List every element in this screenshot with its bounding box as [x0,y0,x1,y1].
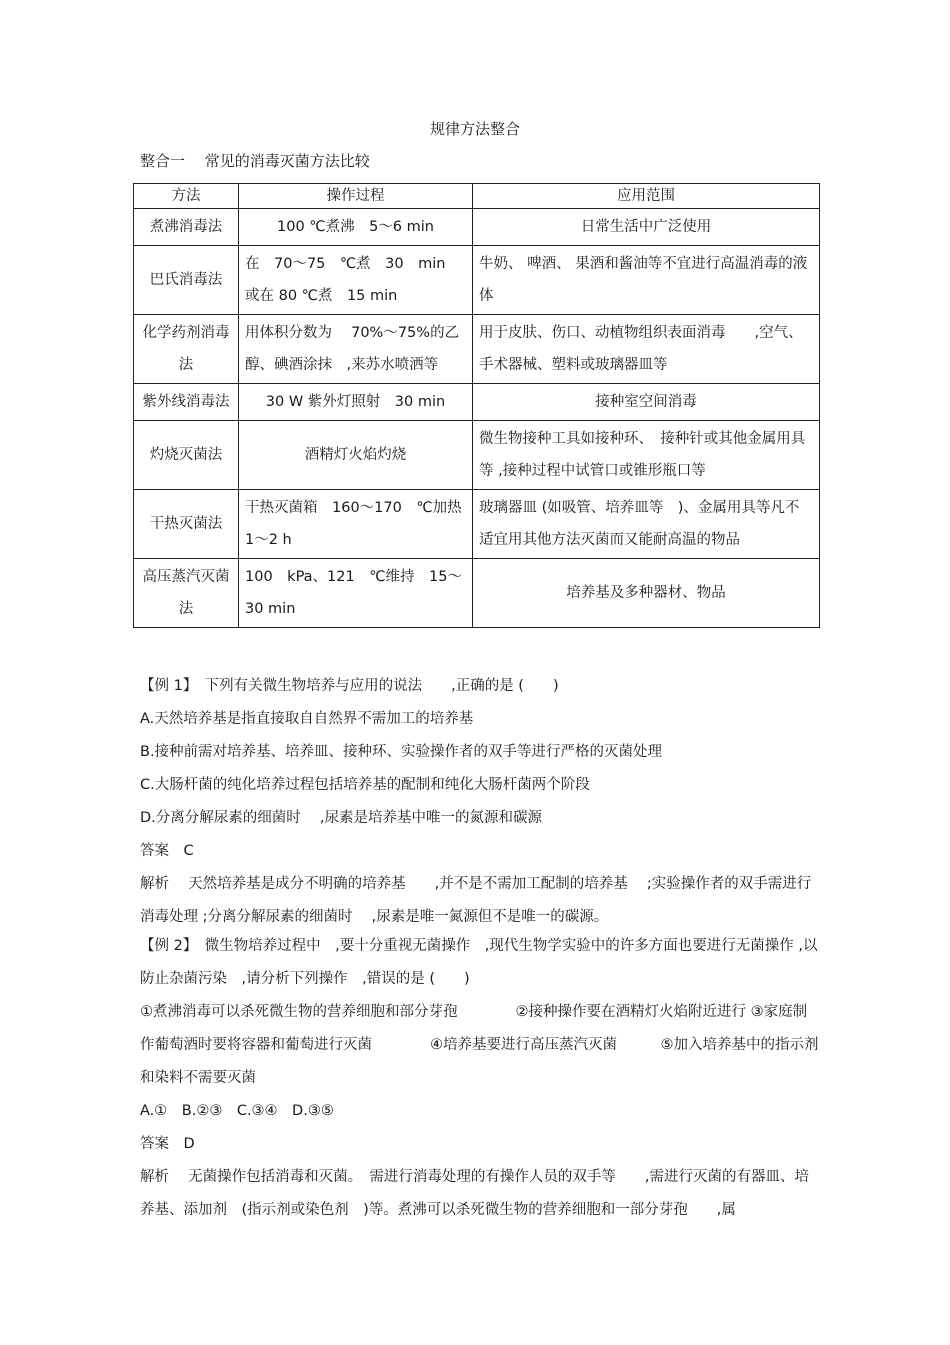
example-1-option-a: A.天然培养基是指直接取自自然界不需加工的培养基 [140,711,474,727]
example-2 [140,930,820,1227]
header-scope: 应用范围 [473,184,820,209]
process-cell: 用体积分数为 70%～75%的乙醇、碘酒涂抹 ,来苏水喷洒等 [239,315,473,384]
table-row [134,315,820,384]
process-cell: 100 ℃煮沸 5～6 min [239,209,473,246]
scope-cell: 培养基及多种器材、物品 [473,559,820,628]
method-cell: 化学药剂消毒法 [134,315,239,384]
disinfection-methods-table [133,183,820,628]
header-method: 方法 [134,184,239,209]
process-cell: 酒精灯火焰灼烧 [239,421,473,490]
example-1-question: 【例 1】 下列有关微生物培养与应用的说法 ,正确的是 ( ) [140,678,559,694]
scope-cell: 牛奶、 啤酒、 果酒和酱油等不宜进行高温消毒的液体 [473,246,820,315]
example-1-analysis: 解析 天然培养基是成分不明确的培养基 ,并不是不需加工配制的培养基 ;实验操作者的双手需进行消毒处理 ;分离分解尿素的细菌时 ,尿素是唯一氮源但不是唯一的碳源。 [140,876,812,925]
method-cell: 干热灭菌法 [134,490,239,559]
scope-cell: 玻璃器皿 (如吸管、培养皿等 )、金属用具等凡不适宜用其他方法灭菌而又能耐高温的物品 [473,490,820,559]
example-1 [140,670,820,934]
page-title: 规律方法整合 [429,120,520,138]
example-1-option-d: D.分离分解尿素的细菌时 ,尿素是培养基中唯一的氮源和碳源 [140,810,542,826]
process-cell: 100 kPa、121 ℃维持 15～30 min [239,559,473,628]
table-header-row [134,184,820,209]
method-cell: 高压蒸汽灭菌法 [134,559,239,628]
table-row [134,384,820,421]
example-2-question: 【例 2】 微生物培养过程中 ,要十分重视无菌操作 ,现代生物学实验中的许多方面也要进行无菌操作 ,以防止杂菌污染 ,请分析下列操作 ,错误的是 ( ) [140,938,818,987]
header-process: 操作过程 [239,184,473,209]
table-row [134,559,820,628]
example-1-option-c: C.大肠杆菌的纯化培养过程包括培养基的配制和纯化大肠杆菌两个阶段 [140,777,590,793]
method-cell: 煮沸消毒法 [134,209,239,246]
example-2-analysis: 解析 无菌操作包括消毒和灭菌。 需进行消毒处理的有操作人员的双手等 ,需进行灭菌的有器皿、培养基、添加剂 (指示剂或染色剂 )等。煮沸可以杀死微生物的营养细胞和一部分芽孢 ,属 [140,1169,809,1218]
table-row [134,421,820,490]
table-row [134,490,820,559]
process-cell: 在 70～75 ℃煮 30 min 或在 80 ℃煮 15 min [239,246,473,315]
table-row [134,209,820,246]
method-cell: 灼烧灭菌法 [134,421,239,490]
scope-cell: 用于皮肤、伤口、动植物组织表面消毒 ,空气、手术器械、塑料或玻璃器皿等 [473,315,820,384]
method-cell: 巴氏消毒法 [134,246,239,315]
example-2-answer: 答案 D [140,1136,195,1152]
section-heading: 整合一 常见的消毒灭菌方法比较 [140,152,370,170]
scope-cell: 接种室空间消毒 [473,384,820,421]
scope-cell: 微生物接种工具如接种环、 接种针或其他金属用具等 ,接种过程中试管口或锥形瓶口等 [473,421,820,490]
table-row [134,246,820,315]
process-cell: 30 W 紫外灯照射 30 min [239,384,473,421]
example-2-statements: ①煮沸消毒可以杀死微生物的营养细胞和部分芽孢 ②接种操作要在酒精灯火焰附近进行 ③家庭制作葡萄酒时要将容器和葡萄进行灭菌 ④培养基要进行高压蒸汽灭菌 ⑤加入培养基中的指示剂和染料不需要灭菌 [140,1004,819,1086]
example-2-options: A.① B.②③ C.③④ D.③⑤ [140,1103,334,1119]
process-cell: 干热灭菌箱 160～170 ℃加热 1～2 h [239,490,473,559]
example-1-option-b: B.接种前需对培养基、培养皿、接种环、实验操作者的双手等进行严格的灭菌处理 [140,744,663,760]
example-1-answer: 答案 C [140,843,194,859]
method-cell: 紫外线消毒法 [134,384,239,421]
scope-cell: 日常生活中广泛使用 [473,209,820,246]
